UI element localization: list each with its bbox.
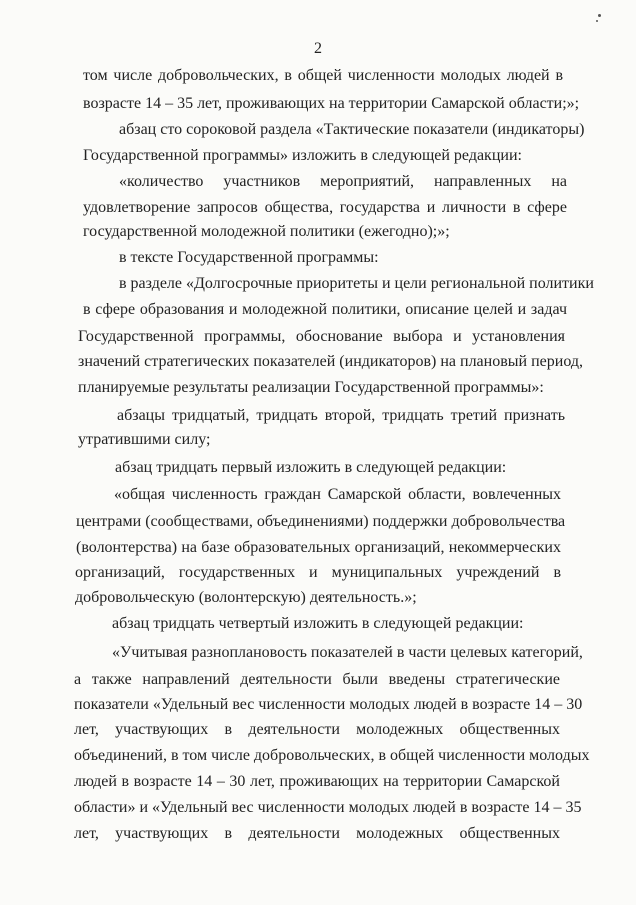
text-line: Государственной программы» изложить в следующей редакции: — [83, 147, 522, 164]
text-line: в разделе «Долгосрочные приоритеты и цели региональной политики — [119, 275, 594, 292]
text-line: центрами (сообществами, объединениями) поддержки добровольчества — [76, 513, 566, 530]
text-line: «Учитывая разноплановость показателей в части целевых категорий, — [112, 644, 583, 661]
text-line: области» и «Удельный вес численности молодых людей в возрасте 14 – 35 — [74, 799, 582, 816]
text-line: организаций, государственных и муниципальных учреждений в — [75, 564, 561, 581]
text-line: абзац сто сороковой раздела «Тактические показатели (индикаторы) — [119, 121, 585, 138]
text-line: «общая численность граждан Самарской области, вовлеченных — [114, 486, 561, 503]
text-line: государственной молодежной политики (ежегодно);»; — [83, 223, 450, 240]
text-line: удовлетворение запросов общества, государства и личности в сфере — [83, 199, 567, 216]
text-line: лет, участвующих в деятельности молодежных общественных — [74, 721, 560, 738]
text-line: «количество участников мероприятий, направленных на — [119, 173, 567, 190]
text-line: людей в возрасте 14 – 30 лет, проживающих на территории Самарской — [74, 773, 560, 790]
text-line: показатели «Удельный вес численности молодых людей в возрасте 14 – 30 — [74, 696, 583, 713]
text-line: абзац тридцать четвертый изложить в следующей редакции: — [112, 615, 524, 632]
text-line: в тексте Государственной программы: — [119, 249, 379, 266]
text-line: а также направлений деятельности были введены стратегические — [74, 671, 560, 688]
text-line: (волонтерства) на базе образовательных организаций, некоммерческих — [76, 539, 561, 556]
text-line: в сфере образования и молодежной политики, описание целей и задач — [83, 301, 567, 318]
scan-speck — [596, 20, 598, 22]
text-line: абзацы тридцатый, тридцать второй, тридцать третий признать — [117, 407, 565, 424]
text-line: возрасте 14 – 35 лет, проживающих на территории Самарской области;»; — [83, 95, 580, 112]
text-line: абзац тридцать первый изложить в следующей редакции: — [115, 459, 507, 476]
text-line: том числе добровольческих, в общей численности молодых людей в — [83, 67, 563, 84]
text-line: добровольческую (волонтерскую) деятельность.»; — [75, 589, 417, 606]
text-line: планируемые результаты реализации Государственной программы»: — [78, 379, 544, 396]
text-line: лет, участвующих в деятельности молодежных общественных — [74, 825, 560, 842]
text-line: значений стратегических показателей (индикаторов) на плановый период, — [78, 353, 583, 370]
text-line: Государственной программы, обоснование выбора и установления — [78, 328, 565, 345]
text-line: объединений, в том числе добровольческих, в общей численности молодых — [74, 747, 590, 764]
text-line: утратившими силу; — [78, 431, 211, 448]
page-number: 2 — [314, 40, 322, 57]
scan-speck — [598, 14, 601, 17]
